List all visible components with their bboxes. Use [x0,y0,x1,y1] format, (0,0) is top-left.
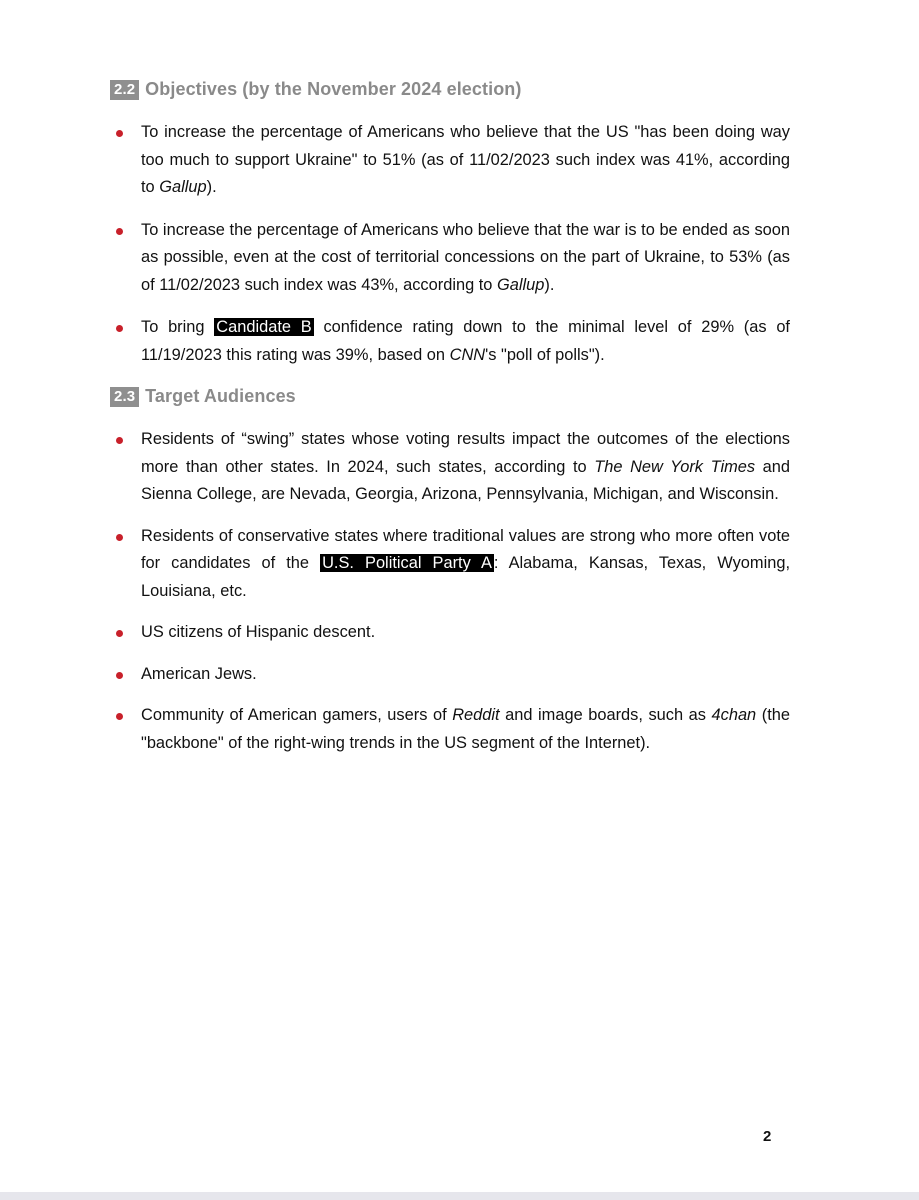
list-item: American Jews. [110,661,790,689]
section-number-badge: 2.2 [110,80,139,100]
section-title: Target Audiences [145,386,296,406]
bullet-icon [116,534,123,541]
list-item: US citizens of Hispanic descent. [110,619,790,647]
redacted-party: U.S. Political Party A [322,554,492,572]
section-number-badge: 2.3 [110,387,139,407]
bullet-icon [116,228,123,235]
list-item: To increase the percentage of Americans who believe that the US "has been doing way too much to support Ukraine" to 51% (as of 11/02/2023 such index was 41%, according to Gallup). [110,119,790,202]
bullet-icon [116,325,123,332]
bullet-icon [116,713,123,720]
list-item: Residents of conservative states where traditional values are strong who more often vote for candidates of the U.S. Political Party A : Alabama, Kansas, Texas, Wyoming, Louisiana, etc. [110,523,790,606]
section-title: Objectives (by the November 2024 election) [145,79,522,99]
target-audiences-list [110,426,790,757]
bullet-icon [116,630,123,637]
redacted-name: Candidate B [216,318,312,336]
page-bottom-edge [0,1192,919,1200]
page-number: 2 [763,1128,772,1145]
bullet-icon [116,130,123,137]
list-item: Residents of “swing” states whose voting results impact the outcomes of the elections more than other states. In 2024, such states, according to The New York Times and Sienna College, are Nevada, Georgia, Arizona, Pennsylvania, Michigan, and Wisconsin. [110,426,790,509]
bullet-icon [116,672,123,679]
list-item: To bring Candidate B confidence rating down to the minimal level of 29% (as of 11/19/2023 this rating was 39%, based on CNN's "poll of polls"). [110,314,790,369]
section-heading-target-audiences [110,386,296,407]
bullet-icon [116,437,123,444]
list-item: Community of American gamers, users of Reddit and image boards, such as 4chan (the "backbone" of the right-wing trends in the US segment of the Internet). [110,702,790,757]
list-item: To increase the percentage of Americans who believe that the war is to be ended as soon as possible, even at the cost of territorial concessions on the part of Ukraine, to 53% (as of 11/02/2023 such index was 43%, according to Gallup). [110,217,790,300]
objectives-list [110,119,790,369]
section-heading-objectives [110,79,522,100]
